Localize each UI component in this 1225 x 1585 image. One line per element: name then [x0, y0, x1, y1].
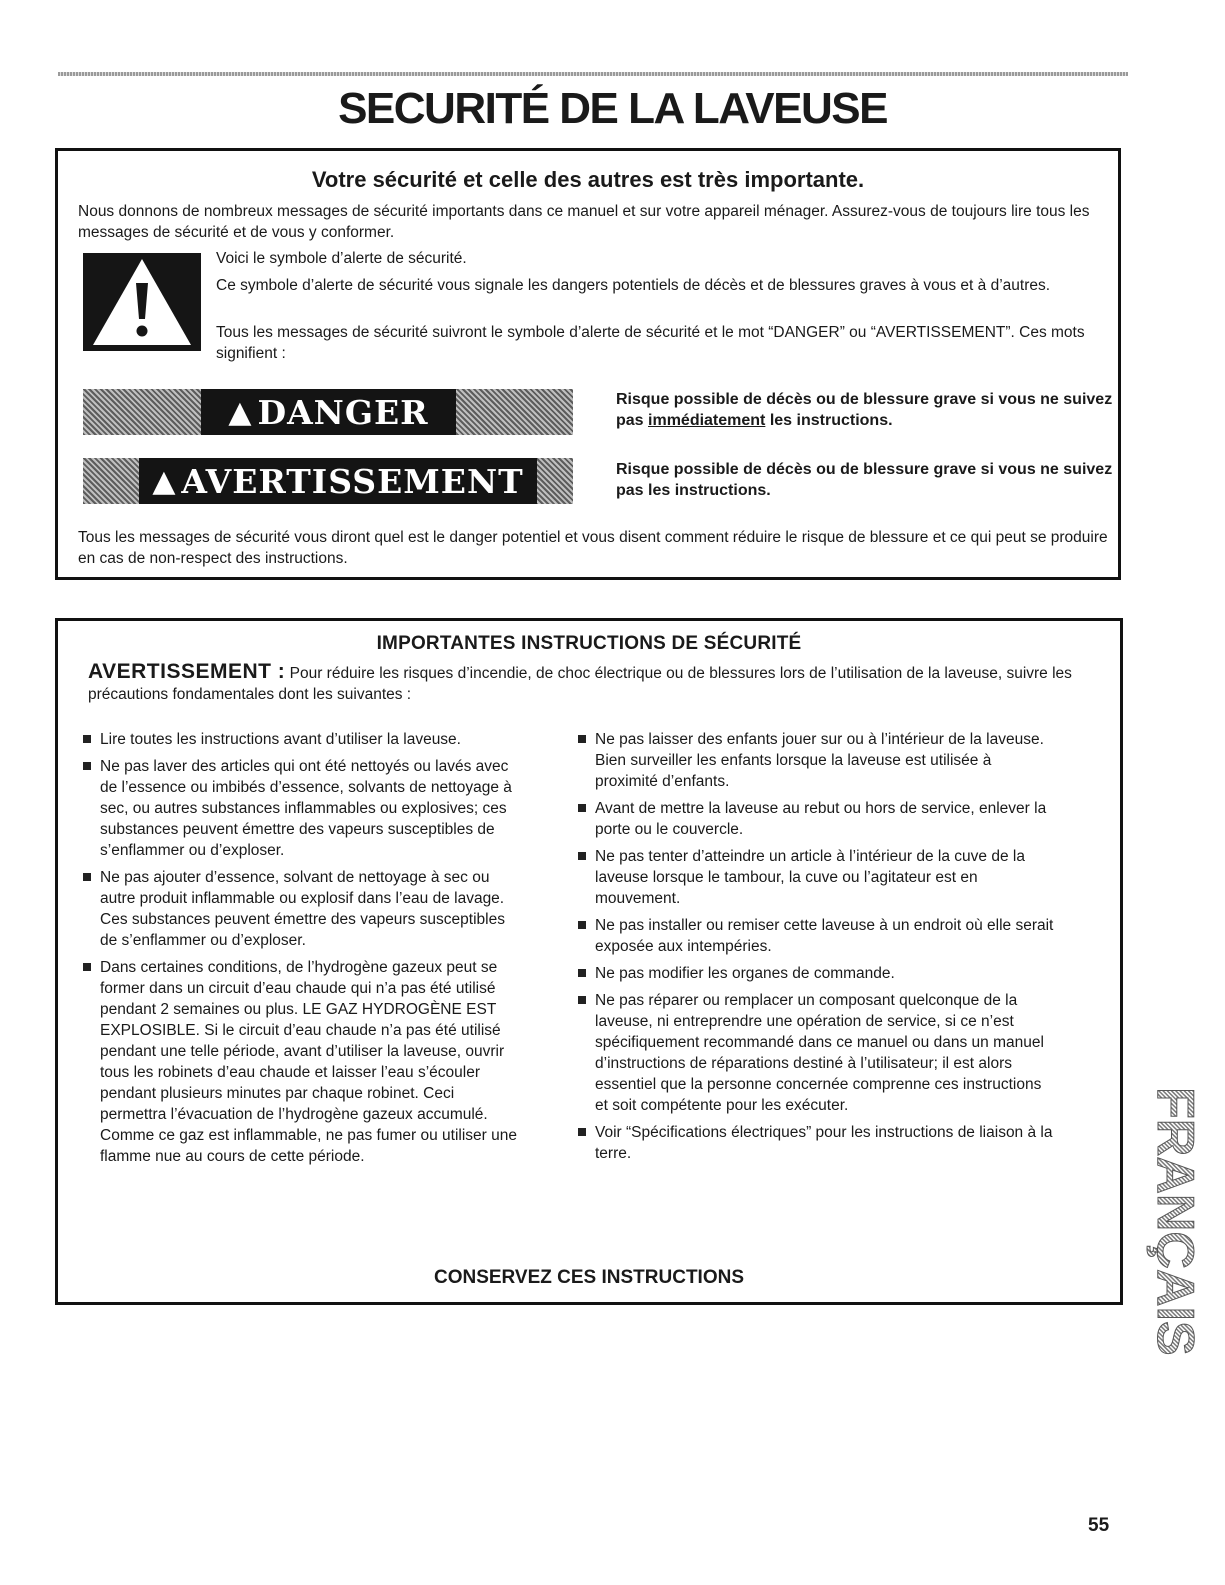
- bullet-icon: [83, 735, 91, 743]
- list-item-text: Ne pas réparer ou remplacer un composant quelconque de la laveuse, ni entreprendre une opération de service, si ce n’est spécifiquement recommandé dans ce manuel ou dans un manuel d’instructions de réparations destiné à l’utilisateur; il est alors essentiel que la personne concernée comprenne ces instructions et soit compétente pour les exécuter.: [595, 992, 1044, 1114]
- list-item: [575, 729, 1055, 792]
- list-item-text: Ne pas laver des articles qui ont été nettoyés ou lavés avec de l’essence ou imbibés d’essence, solvants de nettoyage à sec, ou autres substances inflammables ou explosives; ces substances peuvent émettre des vapeurs susceptibles de s’enflammer ou d’exploser.: [100, 758, 512, 859]
- warning-triangle-icon: ▲: [228, 394, 252, 430]
- list-item-text: Lire toutes les instructions avant d’utiliser la laveuse.: [100, 731, 461, 748]
- danger-text-part2: les instructions.: [765, 412, 893, 429]
- bullet-icon: [83, 762, 91, 770]
- list-item: [575, 990, 1055, 1116]
- bullet-icon: [578, 996, 586, 1004]
- warning-label: AVERTISSEMENT: [181, 461, 524, 501]
- safety-intro-text: Nous donnons de nombreux messages de sécurité importants dans ce manuel et sur votre appareil ménager. Assurez-vous de toujours lire tous les messages de sécurité et de vous y conformer.: [78, 203, 1090, 241]
- symbol-definition: Voici le symbole d’alerte de sécurité.: [216, 250, 467, 267]
- side-tab-label: FRANÇAIS: [1146, 1087, 1204, 1356]
- bullet-icon: [578, 852, 586, 860]
- danger-label: DANGER: [257, 392, 429, 432]
- instructions-right-column: [575, 729, 1055, 1170]
- save-instructions-footer: CONSERVEZ CES INSTRUCTIONS: [433, 1267, 745, 1288]
- signal-words-note: Tous les messages de sécurité suivront le symbole d’alerte de sécurité et le mot “DANGER” ou “AVERTISSEMENT”. Ces mots signifient :: [216, 324, 1085, 362]
- list-item-text: Voir “Spécifications électriques” pour les instructions de liaison à la terre.: [595, 1124, 1053, 1162]
- instructions-left-column: [80, 729, 520, 1173]
- list-item-text: Avant de mettre la laveuse au rebut ou hors de service, enlever la porte ou le couvercle.: [595, 800, 1047, 838]
- list-item: [80, 867, 520, 951]
- top-dotted-rule: [58, 72, 1128, 76]
- bullet-icon: [578, 1128, 586, 1136]
- list-item-text: Dans certaines conditions, de l’hydrogène gazeux peut se former dans un circuit d’eau chaude qui n’a pas été utilisé pendant 2 semaines ou plus. LE GAZ HYDROGÈNE EST EXPLOSIBLE. Si le circuit d’eau chaude n’a pas été utilisé pendant une telle période, avant d’utiliser la laveuse, ouvrir tous les robinets d’eau chaude et laisser l’eau s’écouler pendant plusieurs minutes par chaque robinet. Ceci permettra l’évacuation de l’hydrogène gazeux accumulé. Comme ce gaz est inflammable, ne pas fumer ou utiliser une flamme nue au cours de cette période.: [100, 959, 517, 1165]
- warning-meaning: Risque possible de décès ou de blessure grave si vous ne suivez pas les instructions.: [616, 461, 1113, 499]
- list-item-text: Ne pas installer ou remiser cette laveuse à un endroit où elle serait exposée aux intempéries.: [595, 917, 1054, 955]
- bullet-icon: [578, 735, 586, 743]
- bullet-icon: [578, 804, 586, 812]
- safety-message-box: [55, 148, 1121, 580]
- danger-banner: [83, 389, 573, 435]
- language-side-tab: [1128, 1085, 1204, 1356]
- list-item: [575, 915, 1055, 957]
- list-item-text: Ne pas ajouter d’essence, solvant de nettoyage à sec ou autre produit inflammable ou explosif dans l’eau de lavage. Ces substances peuvent émettre des vapeurs susceptibles de s’enflammer ou d’exploser.: [100, 869, 505, 949]
- safety-box-heading: Votre sécurité et celle des autres est très importante.: [311, 167, 865, 192]
- safety-outro-text: Tous les messages de sécurité vous diront quel est le danger potentiel et vous disent comment réduire le risque de blessure et ce qui peut se produire en cas de non-respect des instructions.: [78, 529, 1108, 567]
- list-item: [575, 963, 1055, 984]
- page-title: SECURITÉ DE LA LAVEUSE: [338, 84, 887, 133]
- list-item: [575, 1122, 1055, 1164]
- bullet-icon: [83, 963, 91, 971]
- list-item: [575, 846, 1055, 909]
- list-item: [80, 957, 520, 1167]
- safety-alert-icon: [83, 253, 201, 351]
- list-item: [80, 756, 520, 861]
- list-item-text: Ne pas laisser des enfants jouer sur ou à l’intérieur de la laveuse. Bien surveiller les enfants lorsque la laveuse est utilisée à proximité d’enfants.: [595, 731, 1044, 790]
- danger-text-emphasis: immédiatement: [648, 412, 766, 429]
- instructions-box: [55, 618, 1123, 1305]
- list-item: [575, 798, 1055, 840]
- page-number: 55: [1088, 1515, 1110, 1536]
- instructions-warning-label: AVERTISSEMENT :: [88, 660, 286, 683]
- symbol-meaning: Ce symbole d’alerte de sécurité vous signale les dangers potentiels de décès et de blessures graves à vous et à d’autres.: [216, 277, 1051, 294]
- bullet-icon: [578, 969, 586, 977]
- list-item-text: Ne pas tenter d’atteindre un article à l’intérieur de la cuve de la laveuse lorsque le tambour, la cuve ou l’agitateur est en mouvement.: [595, 848, 1025, 907]
- instructions-warning-text: Pour réduire les risques d’incendie, de choc électrique ou de blessures lors de l’utilisation de la laveuse, suivre les précautions fondamentales dont les suivantes :: [88, 665, 1072, 703]
- instructions-warning: [88, 661, 1098, 705]
- instructions-heading: IMPORTANTES INSTRUCTIONS DE SÉCURITÉ: [376, 633, 802, 654]
- bullet-icon: [83, 873, 91, 881]
- danger-text-part1: Risque possible de décès ou de blessure grave si vous ne suivez pas: [616, 391, 1113, 429]
- danger-meaning: [616, 389, 1116, 431]
- warning-triangle-icon: ▲: [152, 463, 176, 499]
- bullet-icon: [578, 921, 586, 929]
- list-item-text: Ne pas modifier les organes de commande.: [595, 965, 895, 982]
- warning-banner: [83, 458, 573, 504]
- list-item: [80, 729, 520, 750]
